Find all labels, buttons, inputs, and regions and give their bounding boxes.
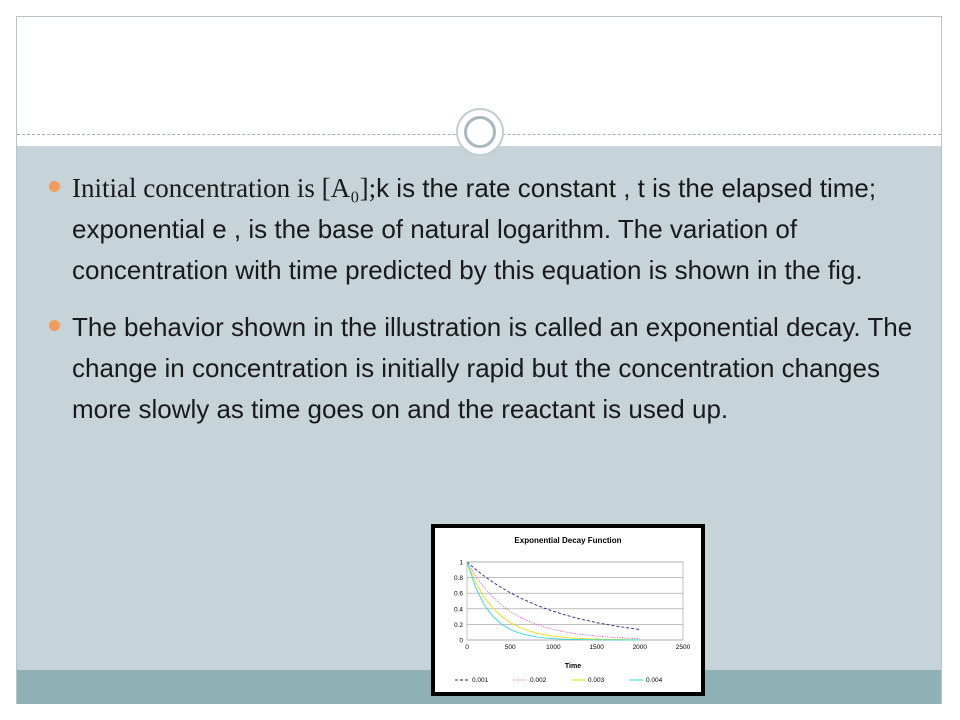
chart-x-tick-label: 2500 — [675, 644, 691, 651]
chart-x-axis-label: Time — [564, 663, 582, 670]
chart-x-tick-label: 2000 — [632, 644, 648, 651]
chart-y-tick-label: 0.4 — [453, 606, 463, 614]
chart-legend-label: 0.004 — [646, 677, 663, 684]
chart-x-tick-label: 1000 — [546, 644, 561, 651]
decay-chart-svg — [435, 528, 701, 692]
chart-plot-area — [467, 562, 683, 640]
chart-y-tick-label: 0.2 — [453, 621, 463, 629]
chart-legend-label: 0.003 — [588, 677, 605, 684]
bullet-text: The behavior shown in the illustration is called an exponential decay. The change in concentration is initially rapid but the concentration changes more slowly as time goes on and the reactant is used up. — [72, 312, 913, 424]
chart-y-tick-label: 1 — [459, 559, 463, 567]
chart-x-tick-label: 0 — [465, 644, 469, 651]
chart-legend-label: 0.002 — [530, 677, 547, 684]
chart-y-tick-label: 0.8 — [453, 575, 463, 583]
chart-y-tick-label: 0 — [459, 637, 463, 645]
chart-y-tick-label: 0.6 — [453, 590, 463, 598]
decay-chart-canvas — [435, 528, 701, 692]
chart-x-tick-label: 500 — [504, 644, 516, 651]
decay-chart-figure — [431, 524, 705, 696]
bullet-serif-run: Initial concentration is [A₀]; — [72, 173, 377, 203]
bullet-text — [72, 173, 876, 285]
chart-title: Exponential Decay Function — [514, 536, 622, 545]
bullet-item-initial-concentration — [46, 168, 926, 291]
bullet-list — [46, 168, 926, 446]
chart-x-tick-label: 1500 — [589, 644, 604, 651]
bullet-dot-icon — [49, 181, 60, 192]
divider-circle-ornament — [456, 108, 504, 156]
bullet-dot-icon — [49, 320, 60, 331]
bullet-sans-run: k is the rate constant , t is the elapsed time; exponential e , is the base of natural logarithm. The variation of concentration with time predicted by this equation is shown in the fig. — [72, 173, 877, 285]
bullet-item-exponential-decay — [46, 307, 926, 430]
chart-legend-label: 0.001 — [472, 677, 489, 684]
